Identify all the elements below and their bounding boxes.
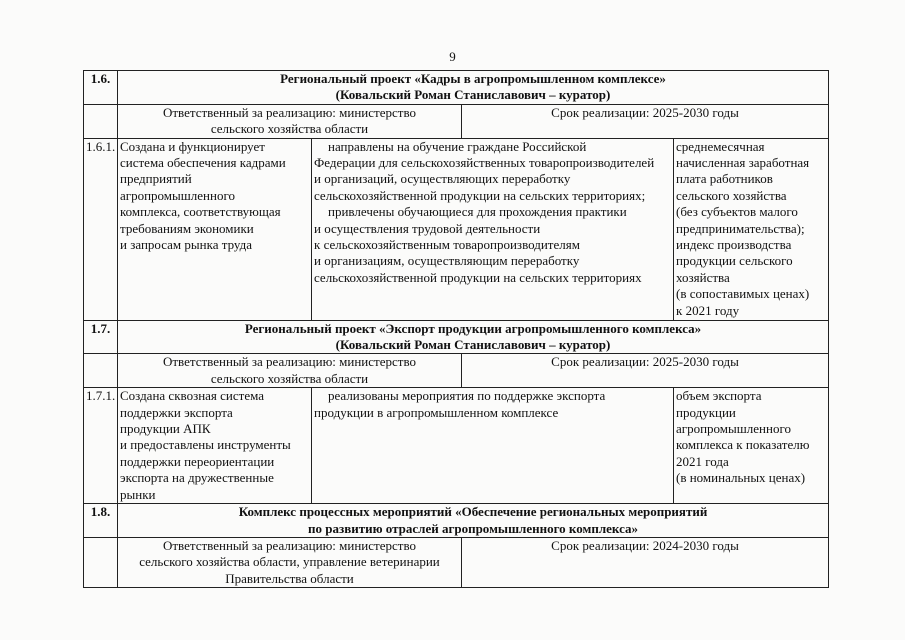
task-row bbox=[84, 138, 829, 320]
task-row bbox=[84, 388, 829, 504]
section-title-line: (Ковальский Роман Станиславович – куратор) bbox=[335, 87, 611, 103]
effect-line: привлечены обучающиеся для прохождения практики bbox=[328, 204, 627, 220]
section-number: 1.6. bbox=[84, 71, 118, 105]
task-line: Создана и функционирует bbox=[120, 138, 265, 154]
task-line: система обеспечения кадрами bbox=[120, 155, 286, 171]
section-title-line: Комплекс процессных мероприятий «Обеспечение региональных мероприятий bbox=[238, 504, 708, 520]
indicator-description bbox=[674, 388, 829, 504]
indicator-description bbox=[674, 138, 829, 320]
task-line: экспорта на дружественные bbox=[120, 470, 274, 486]
responsible-line: Правительства области bbox=[225, 570, 354, 586]
task-line: рынки bbox=[120, 486, 156, 502]
task-line: Создана сквозная система bbox=[120, 388, 265, 404]
responsibility-row bbox=[84, 354, 829, 388]
effect-line: и организациям, осуществляющим переработку bbox=[314, 253, 580, 269]
responsible-line: сельского хозяйства области, управление ветеринарии bbox=[139, 554, 440, 570]
responsible-line: сельского хозяйства области bbox=[210, 121, 369, 137]
section-number: 1.7. bbox=[84, 320, 118, 354]
term-cell: Срок реализации: 2025-2030 годы bbox=[462, 354, 829, 388]
responsible-cell bbox=[118, 104, 462, 138]
task-line: и предоставлены инструменты bbox=[120, 437, 291, 453]
task-line: требованиям экономики bbox=[120, 220, 254, 236]
task-line: поддержки переориентации bbox=[120, 453, 275, 469]
task-line: продукции АПК bbox=[120, 421, 211, 437]
indicator-line: (без субъектов малого bbox=[676, 204, 798, 220]
task-number: 1.6.1. bbox=[84, 138, 118, 320]
task-description bbox=[118, 138, 312, 320]
task-line: и запросам рынка труда bbox=[120, 237, 252, 253]
section-number: 1.8. bbox=[84, 504, 118, 538]
effect-line: к сельскохозяйственным товаропроизводителям bbox=[314, 237, 580, 253]
effect-line: и организаций, осуществляющих переработку bbox=[314, 171, 571, 187]
responsible-line: Ответственный за реализацию: министерство bbox=[162, 354, 416, 370]
page-number: 9 bbox=[449, 49, 456, 64]
effect-line: и осуществления трудовой деятельности bbox=[314, 220, 541, 236]
indicator-line: среднемесячная bbox=[676, 138, 765, 154]
effect-line: сельскохозяйственной продукции на сельских территориях; bbox=[314, 187, 646, 203]
responsible-cell bbox=[118, 538, 462, 588]
indicator-line: сельского хозяйства bbox=[676, 187, 787, 203]
responsible-line: Ответственный за реализацию: министерство bbox=[162, 104, 416, 120]
indicator-line: к 2021 году bbox=[676, 302, 740, 318]
program-table bbox=[83, 70, 829, 588]
responsible-cell bbox=[118, 354, 462, 388]
section-title bbox=[118, 504, 829, 538]
section-title-line: по развитию отраслей агропромышленного комплекса» bbox=[308, 520, 638, 536]
indicator-line: (в сопоставимых ценах) bbox=[676, 286, 810, 302]
task-line: комплекса, соответствующая bbox=[120, 204, 281, 220]
indicator-line: предпринимательства); bbox=[676, 220, 805, 236]
section-title-line: Региональный проект «Кадры в агропромышленном комплексе» bbox=[280, 71, 666, 86]
task-line: поддержки экспорта bbox=[120, 404, 233, 420]
section-header-row bbox=[84, 504, 829, 538]
task-number: 1.7.1. bbox=[84, 388, 118, 504]
effect-description bbox=[312, 388, 674, 504]
effect-line: Федерации для сельскохозяйственных товаропроизводителей bbox=[314, 155, 655, 171]
effect-line: сельскохозяйственной продукции на сельских территориях bbox=[314, 269, 642, 285]
indicator-line: продукции сельского bbox=[676, 253, 793, 269]
indicator-line: начисленная заработная bbox=[676, 155, 810, 171]
indicator-line: (в номинальных ценах) bbox=[676, 470, 806, 486]
effect-description bbox=[312, 138, 674, 320]
indicator-line: плата работников bbox=[676, 171, 773, 187]
responsible-line: сельского хозяйства области bbox=[210, 370, 369, 386]
section-title bbox=[118, 320, 829, 354]
indicator-line: хозяйства bbox=[676, 269, 730, 285]
task-line: предприятий bbox=[120, 171, 192, 187]
task-description bbox=[118, 388, 312, 504]
responsibility-row bbox=[84, 538, 829, 588]
effect-line: продукции в агропромышленном комплексе bbox=[314, 404, 559, 420]
term-cell: Срок реализации: 2025-2030 годы bbox=[462, 104, 829, 138]
term-cell: Срок реализации: 2024-2030 годы bbox=[462, 538, 829, 588]
effect-line: направлены на обучение граждане Российской bbox=[328, 138, 587, 154]
responsibility-row bbox=[84, 104, 829, 138]
indicator-line: 2021 года bbox=[676, 453, 729, 469]
responsible-line: Ответственный за реализацию: министерство bbox=[162, 538, 416, 554]
indicator-line: комплекса к показателю bbox=[676, 437, 810, 453]
effect-line: реализованы мероприятия по поддержке экспорта bbox=[328, 388, 606, 404]
section-title bbox=[118, 71, 829, 105]
indicator-line: индекс производства bbox=[676, 237, 792, 253]
indicator-line: объем экспорта bbox=[676, 388, 762, 404]
section-title-line: Региональный проект «Экспорт продукции агропромышленного комплекса» bbox=[244, 320, 702, 336]
section-header-row bbox=[84, 71, 829, 105]
task-line: агропромышленного bbox=[120, 187, 235, 203]
section-header-row bbox=[84, 320, 829, 354]
section-title-line: (Ковальский Роман Станиславович – куратор) bbox=[335, 337, 611, 353]
indicator-line: продукции bbox=[676, 404, 736, 420]
indicator-line: агропромышленного bbox=[676, 421, 791, 437]
